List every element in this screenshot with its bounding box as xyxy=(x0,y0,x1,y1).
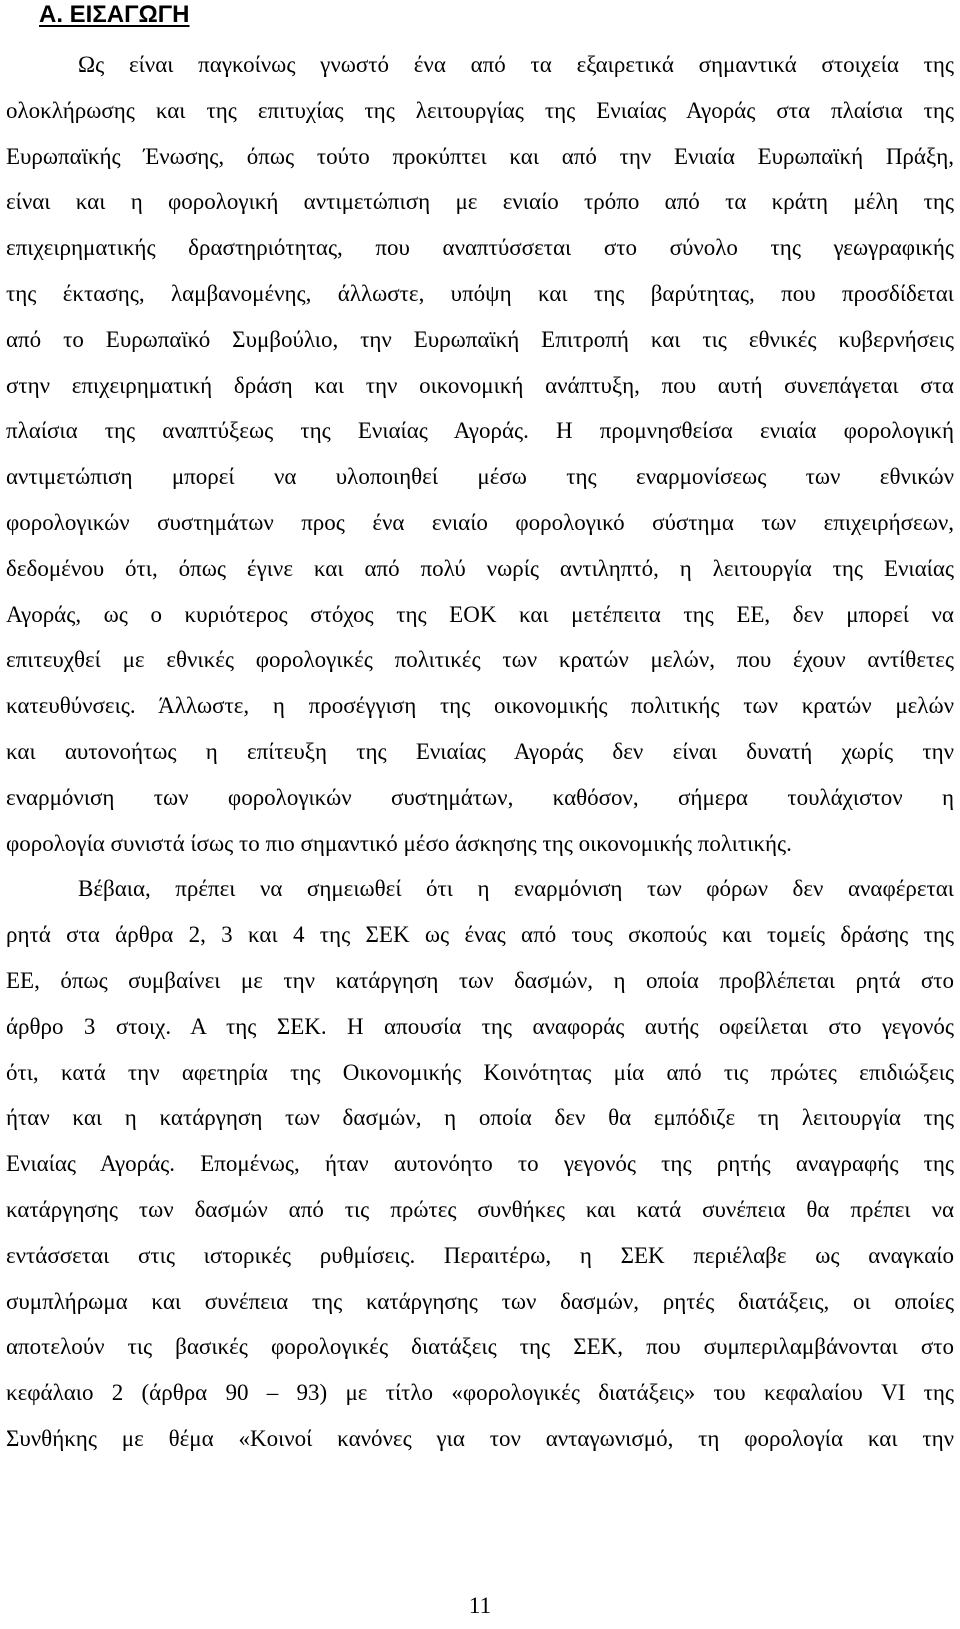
page-number: 11 xyxy=(468,1593,492,1618)
text-line: ολοκλήρωσης και της επιτυχίας της λειτουργίας της Ενιαίας Αγοράς στα πλαίσια της xyxy=(6,97,954,123)
text-line: εντάσσεται στις ιστορικές ρυθμίσεις. Περαιτέρω, η ΣΕΚ περιέλαβε ως αναγκαίο xyxy=(6,1242,954,1268)
paragraph xyxy=(6,866,954,1461)
text-line: δεδομένου ότι, όπως έγινε και από πολύ νωρίς αντιληπτό, η λειτουργία της Ενιαίας xyxy=(6,555,954,581)
text-line: εναρμόνιση των φορολογικών συστημάτων, καθόσον, σήμερα τουλάχιστον η xyxy=(6,784,954,810)
text-line: άρθρο 3 στοιχ. Α της ΣΕΚ. Η απουσία της αναφοράς αυτής οφείλεται στο γεγονός xyxy=(6,1013,954,1039)
section-heading: Α. ΕΙΣΑΓΩΓΗ xyxy=(39,1,190,28)
text-line: φορολογικών συστημάτων προς ένα ενιαίο φορολογικό σύστημα των επιχειρήσεων, xyxy=(6,509,954,535)
text-line: Ενιαίας Αγοράς. Επομένως, ήταν αυτονόητο το γεγονός της ρητής αναγραφής της xyxy=(6,1151,954,1177)
text-line: φορολογία συνιστά ίσως το πιο σημαντικό μέσο άσκησης της οικονομικής πολιτικής. xyxy=(6,830,792,856)
text-line: είναι και η φορολογική αντιμετώπιση με ενιαίο τρόπο από τα κράτη μέλη της xyxy=(6,189,954,215)
text-line: Ως είναι παγκοίνως γνωστό ένα από τα εξαιρετικά σημαντικά στοιχεία της xyxy=(78,52,954,77)
text-line: ΕΕ, όπως συμβαίνει με την κατάργηση των δασμών, η οποία προβλέπεται ρητά στο xyxy=(6,967,954,993)
text-line: πλαίσια της αναπτύξεως της Ενιαίας Αγοράς. Η προμνησθείσα ενιαία φορολογική xyxy=(6,418,954,444)
paragraph xyxy=(6,42,954,866)
text-line: ήταν και η κατάργηση των δασμών, η οποία δεν θα εμπόδιζε τη λειτουργία της xyxy=(6,1105,954,1131)
text-line: κεφάλαιο 2 (άρθρα 90 – 93) με τίτλο «φορολογικές διατάξεις» του κεφαλαίου VI της xyxy=(6,1380,954,1406)
text-line: Βέβαια, πρέπει να σημειωθεί ότι η εναρμόνιση των φόρων δεν αναφέρεται xyxy=(78,876,954,902)
text-line: συμπλήρωμα και συνέπεια της κατάργησης των δασμών, ρητές διατάξεις, οι οποίες xyxy=(6,1288,954,1314)
text-line: Ευρωπαϊκής Ένωσης, όπως τούτο προκύπτει και από την Ενιαία Ευρωπαϊκή Πράξη, xyxy=(6,143,954,169)
text-line: από το Ευρωπαϊκό Συμβούλιο, την Ευρωπαϊκή Επιτροπή και τις εθνικές κυβερνήσεις xyxy=(6,326,954,352)
text-line: της έκτασης, λαμβανομένης, άλλωστε, υπόψη και της βαρύτητας, που προσδίδεται xyxy=(6,280,954,306)
text-line: ρητά στα άρθρα 2, 3 και 4 της ΣΕΚ ως ένας από τους σκοπούς και τομείς δράσης της xyxy=(6,922,954,948)
text-line: Συνθήκης με θέμα «Κοινοί κανόνες για τον ανταγωνισμό, τη φορολογία και την xyxy=(6,1425,954,1451)
text-line: επιτευχθεί με εθνικές φορολογικές πολιτικές των κρατών μελών, που έχουν αντίθετες xyxy=(6,647,954,673)
text-line: κατευθύνσεις. Άλλωστε, η προσέγγιση της οικονομικής πολιτικής των κρατών μελών xyxy=(6,693,954,719)
body-text xyxy=(6,42,954,1462)
text-line: αποτελούν τις βασικές φορολογικές διατάξεις της ΣΕΚ, που συμπεριλαμβάνονται στο xyxy=(6,1334,954,1360)
text-line: στην επιχειρηματική δράση και την οικονομική ανάπτυξη, που αυτή συνεπάγεται στα xyxy=(6,372,954,398)
text-line: Αγοράς, ως ο κυριότερος στόχος της ΕΟΚ και μετέπειτα της ΕΕ, δεν μπορεί να xyxy=(6,601,954,627)
text-line: ότι, κατά την αφετηρία της Οικονομικής Κοινότητας μία από τις πρώτες επιδιώξεις xyxy=(6,1059,954,1085)
text-line: επιχειρηματικής δραστηριότητας, που αναπτύσσεται στο σύνολο της γεωγραφικής xyxy=(6,235,954,261)
text-line: και αυτονοήτως η επίτευξη της Ενιαίας Αγοράς δεν είναι δυνατή χωρίς την xyxy=(6,738,954,764)
text-line: κατάργησης των δασμών από τις πρώτες συνθήκες και κατά συνέπεια θα πρέπει να xyxy=(6,1196,954,1222)
text-line: αντιμετώπιση μπορεί να υλοποιηθεί μέσω της εναρμονίσεως των εθνικών xyxy=(6,464,954,490)
